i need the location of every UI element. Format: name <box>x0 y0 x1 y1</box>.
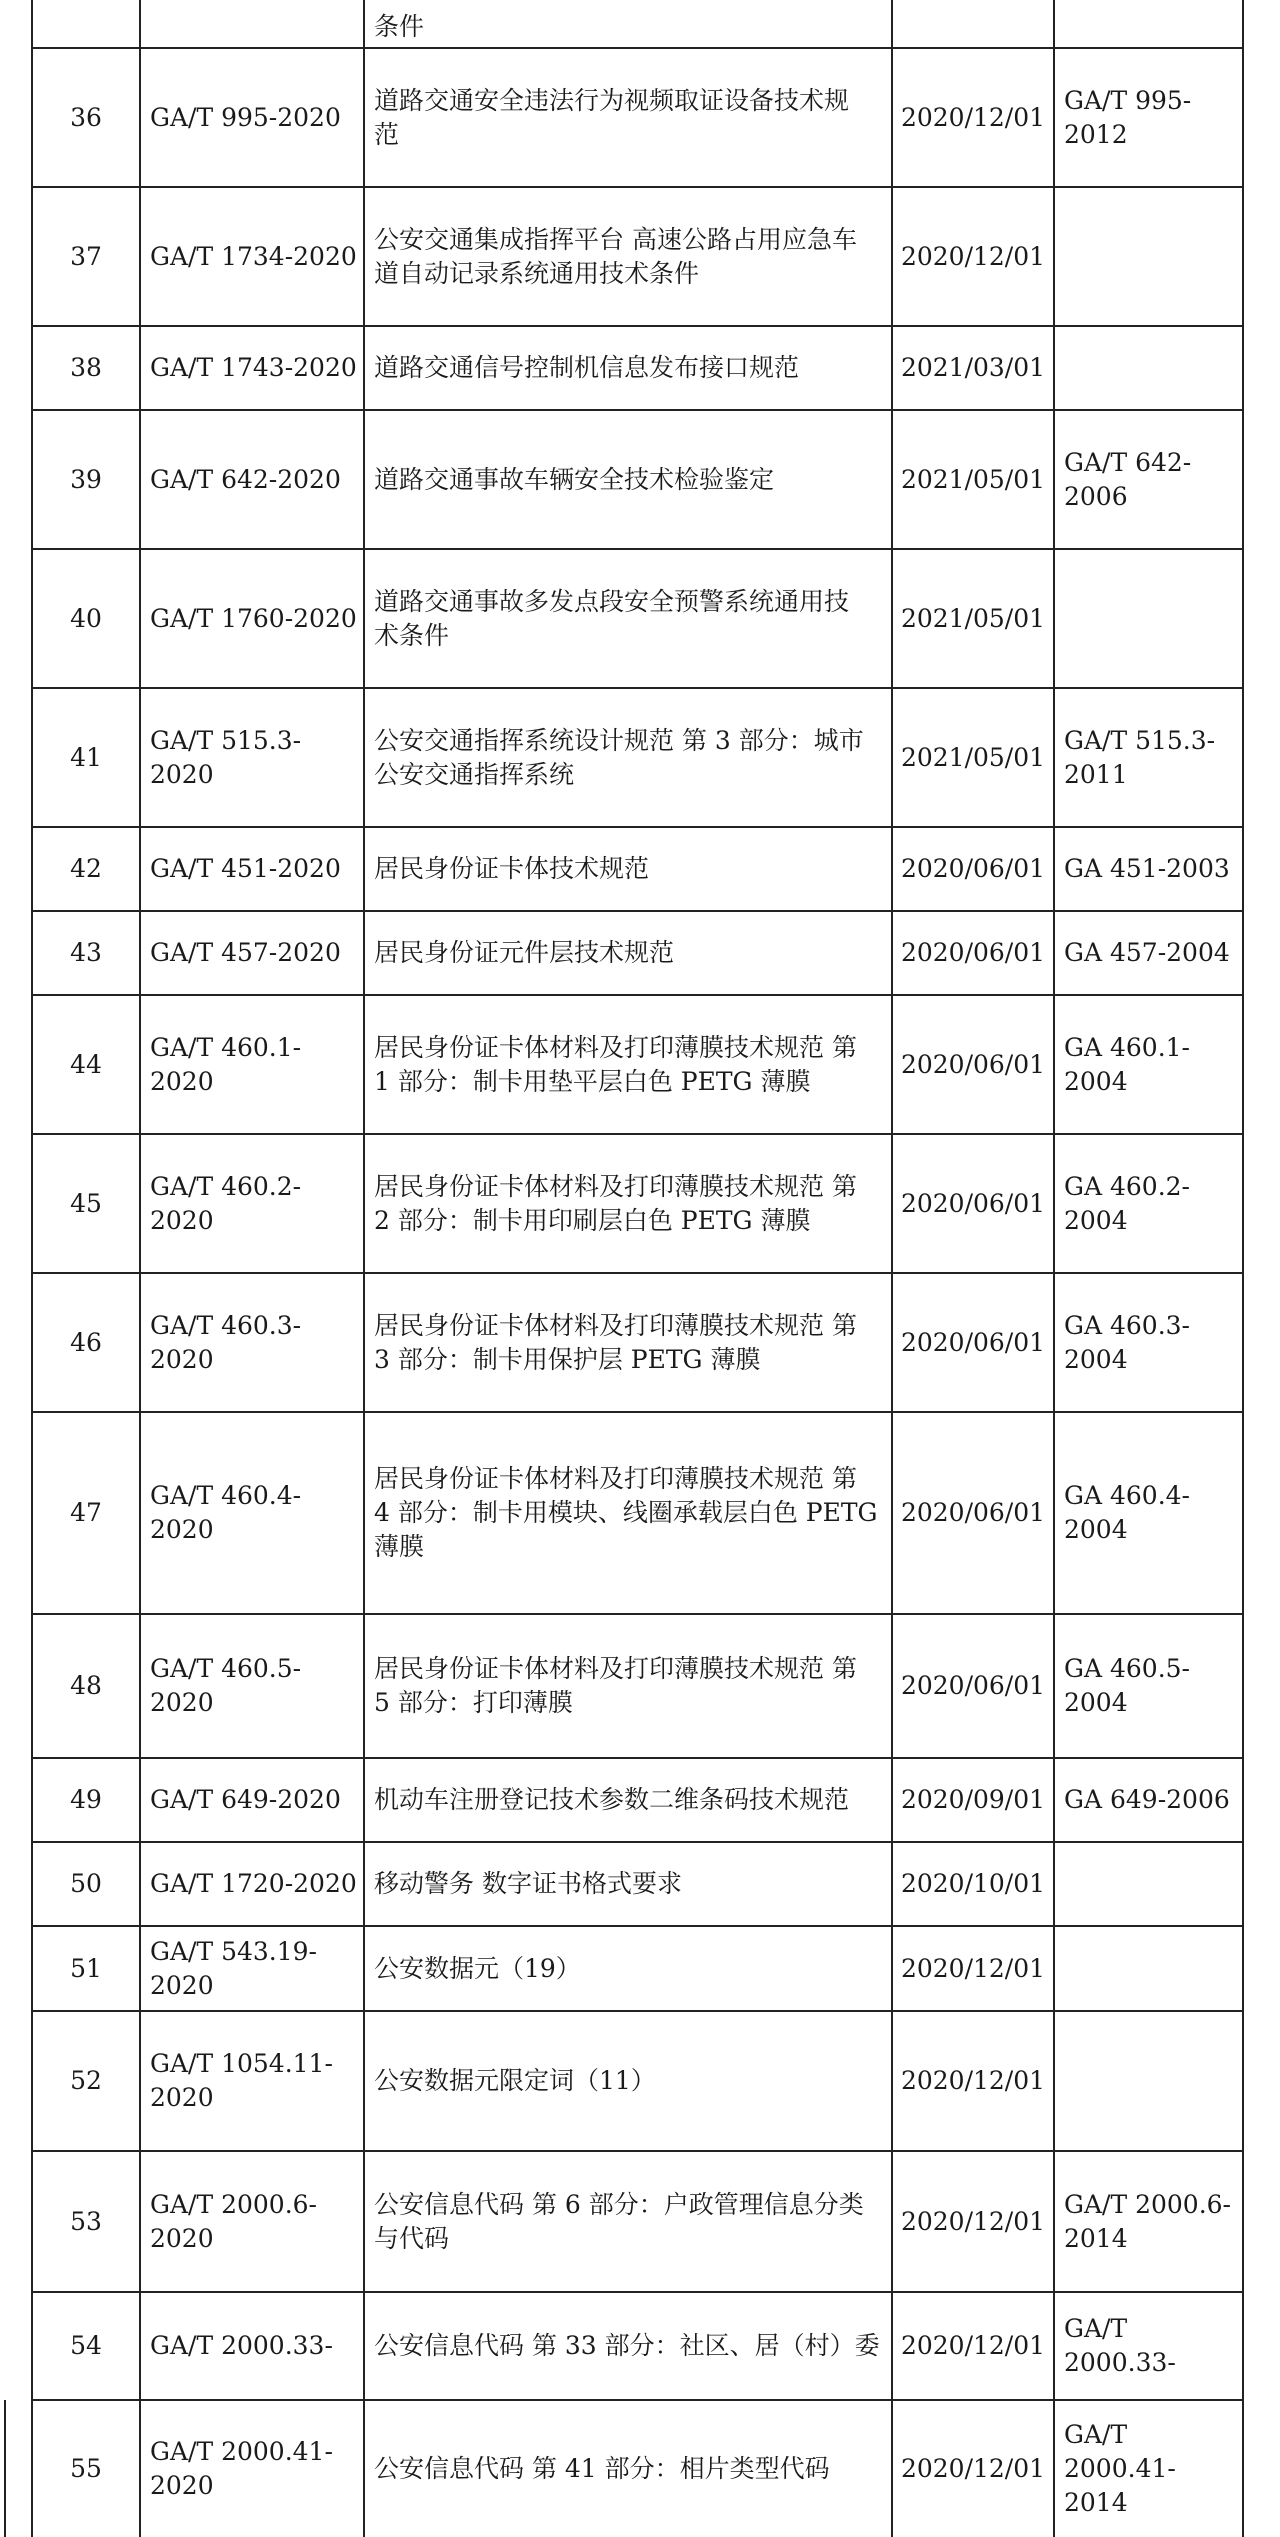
cell-date: 2020/06/01 <box>900 854 1046 883</box>
cell-name: 公安交通指挥系统设计规范 第 3 部分：城市 公安交通指挥系统 <box>374 725 864 789</box>
row-divider <box>32 1133 1243 1135</box>
cell-date: 2020/06/01 <box>900 938 1046 967</box>
cell-date: 2020/12/01 <box>900 102 1046 132</box>
cell-code: GA/T 460.4-2020 <box>150 1481 302 1544</box>
cell-code: GA/T 995-2020 <box>150 102 341 132</box>
cell-rep: GA/T 2000.33- <box>1064 2314 1176 2377</box>
cell-idx: 51 <box>70 1953 102 1983</box>
column-divider <box>1053 0 1055 2537</box>
cell-code: GA/T 451-2020 <box>150 854 341 883</box>
cell-code: GA/T 515.3-2020 <box>150 725 302 789</box>
cell-code: GA/T 649-2020 <box>150 1785 341 1814</box>
cell-rep: GA 649-2006 <box>1064 1785 1230 1814</box>
cell-code: GA/T 2000.41- 2020 <box>150 2436 333 2500</box>
cell-code: GA/T 2000.33- <box>150 2331 333 2360</box>
row-divider <box>32 548 1243 550</box>
page-edge-mark <box>4 2400 6 2537</box>
cell-name: 公安信息代码 第 41 部分：相片类型代码 <box>374 2453 830 2483</box>
row-divider <box>32 910 1243 912</box>
cell-idx: 50 <box>70 1869 102 1898</box>
cell-idx: 43 <box>70 938 102 967</box>
cell-name: 公安数据元限定词（11） <box>374 2066 656 2095</box>
row-divider <box>32 2291 1243 2293</box>
cell-idx: 41 <box>70 742 102 772</box>
row-divider <box>32 47 1243 49</box>
cell-name: 机动车注册登记技术参数二维条码技术规范 <box>374 1785 850 1814</box>
column-divider <box>139 0 141 2537</box>
cell-date: 2020/12/01 <box>900 2206 1046 2236</box>
cell-rep <box>1054 0 1243 48</box>
cell-code: GA/T 2000.6-2020 <box>150 2189 317 2253</box>
cell-idx: 42 <box>70 854 102 883</box>
cell-rep <box>1054 549 1243 688</box>
cell-name: 道路交通安全违法行为视频取证设备技术规 范 <box>374 85 850 149</box>
row-divider <box>32 2150 1243 2152</box>
cell-date: 2021/05/01 <box>900 464 1046 494</box>
cell-idx: 54 <box>70 2331 102 2360</box>
cell-date <box>892 0 1054 48</box>
cell-idx: 44 <box>70 1049 102 1079</box>
cell-name: 居民身份证卡体技术规范 <box>374 854 650 883</box>
column-divider <box>363 0 365 2537</box>
row-divider <box>32 687 1243 689</box>
row-divider <box>32 1272 1243 1274</box>
cell-code: GA/T 460.5-2020 <box>150 1654 302 1717</box>
cell-date: 2020/06/01 <box>900 1049 1046 1079</box>
cell-rep: GA/T 2000.41- 2014 <box>1064 2419 1176 2517</box>
column-divider <box>891 0 893 2537</box>
cell-rep <box>1054 2011 1243 2151</box>
cell-date: 2020/12/01 <box>900 241 1046 271</box>
cell-date: 2020/10/01 <box>900 1869 1046 1898</box>
cell-name: 公安信息代码 第 6 部分：户政管理信息分类 与代码 <box>374 2189 864 2253</box>
column-divider <box>1242 0 1244 2537</box>
cell-rep: GA/T 2000.6- 2014 <box>1064 2189 1231 2253</box>
cell-rep <box>1054 326 1243 410</box>
cell-idx: 55 <box>70 2453 102 2483</box>
cell-rep: GA 460.2-2004 <box>1064 1171 1190 1235</box>
cell-name: 移动警务 数字证书格式要求 <box>374 1869 682 1898</box>
cell-idx: 40 <box>70 603 102 633</box>
cell-idx: 49 <box>70 1785 102 1814</box>
cell-name: 道路交通事故多发点段安全预警系统通用技 术条件 <box>374 586 850 650</box>
cell-name: 道路交通信号控制机信息发布接口规范 <box>374 353 800 382</box>
cell-name: 公安信息代码 第 33 部分：社区、居（村）委 <box>374 2331 880 2360</box>
cell-name: 居民身份证卡体材料及打印薄膜技术规范 第 3 部分：制卡用保护层 PETG 薄膜 <box>374 1310 857 1374</box>
cell-rep: GA/T 642- 2006 <box>1064 447 1192 511</box>
cell-rep: GA 460.4-2004 <box>1064 1481 1190 1544</box>
cell-date: 2020/06/01 <box>900 1188 1046 1218</box>
cell-rep: GA 460.3-2004 <box>1064 1310 1190 1374</box>
cell-idx: 52 <box>70 2066 102 2095</box>
row-divider <box>32 1411 1243 1413</box>
cell-date: 2021/05/01 <box>900 742 1046 772</box>
cell-idx: 46 <box>70 1327 102 1357</box>
cell-date: 2020/06/01 <box>900 1671 1046 1700</box>
cell-date: 2020/06/01 <box>900 1498 1046 1527</box>
cell-rep <box>1054 1926 1243 2011</box>
row-divider <box>32 1757 1243 1759</box>
cell-rep: GA/T 515.3- 2011 <box>1064 725 1216 789</box>
cell-date: 2020/12/01 <box>900 2453 1046 2483</box>
cell-code: GA/T 1760-2020 <box>150 603 357 633</box>
cell-rep: GA 460.5-2004 <box>1064 1654 1190 1717</box>
cell-rep: GA 457-2004 <box>1064 938 1230 967</box>
cell-date: 2020/06/01 <box>900 1327 1046 1357</box>
cell-code <box>140 0 364 48</box>
cell-idx: 53 <box>70 2206 102 2236</box>
cell-name: 道路交通事故车辆安全技术检验鉴定 <box>374 464 775 494</box>
cell-code: GA/T 1054.11- 2020 <box>150 2049 333 2112</box>
cell-name: 公安交通集成指挥平台 高速公路占用应急车 道自动记录系统通用技术条件 <box>374 224 857 288</box>
row-divider <box>32 1925 1243 1927</box>
cell-date: 2020/12/01 <box>900 2066 1046 2095</box>
column-divider <box>31 0 33 2537</box>
cell-name: 居民身份证卡体材料及打印薄膜技术规范 第 1 部分：制卡用垫平层白色 PETG 薄膜 <box>374 1032 857 1096</box>
cell-name: 条件 <box>374 12 425 41</box>
cell-name: 居民身份证卡体材料及打印薄膜技术规范 第 5 部分：打印薄膜 <box>374 1654 857 1717</box>
cell-date: 2020/12/01 <box>900 2331 1046 2360</box>
row-divider <box>32 1841 1243 1843</box>
cell-rep: GA/T 995- 2012 <box>1064 85 1192 149</box>
cell-idx: 39 <box>70 464 102 494</box>
cell-idx: 47 <box>70 1498 102 1527</box>
cell-rep <box>1054 1842 1243 1926</box>
cell-code: GA/T 1734-2020 <box>150 241 357 271</box>
cell-code: GA/T 1720-2020 <box>150 1869 357 1898</box>
cell-idx: 45 <box>70 1188 102 1218</box>
row-divider <box>32 2399 1243 2401</box>
cell-idx: 48 <box>70 1671 102 1700</box>
cell-date: 2021/03/01 <box>900 353 1046 382</box>
cell-name: 公安数据元（19） <box>374 1953 581 1983</box>
row-divider <box>32 186 1243 188</box>
row-divider <box>32 325 1243 327</box>
row-divider <box>32 409 1243 411</box>
cell-date: 2021/05/01 <box>900 603 1046 633</box>
cell-date: 2020/09/01 <box>900 1785 1046 1814</box>
row-divider <box>32 826 1243 828</box>
cell-code: GA/T 1743-2020 <box>150 353 357 382</box>
cell-code: GA/T 642-2020 <box>150 464 341 494</box>
cell-rep: GA 451-2003 <box>1064 854 1230 883</box>
cell-idx <box>32 0 140 48</box>
cell-rep <box>1054 187 1243 326</box>
cell-name: 居民身份证卡体材料及打印薄膜技术规范 第 2 部分：制卡用印刷层白色 PETG 薄膜 <box>374 1171 857 1235</box>
cell-code: GA/T 543.19-2020 <box>150 1936 317 2000</box>
row-divider <box>32 994 1243 996</box>
cell-name: 居民身份证元件层技术规范 <box>374 938 675 967</box>
cell-code: GA/T 460.2-2020 <box>150 1171 302 1235</box>
cell-code: GA/T 457-2020 <box>150 938 341 967</box>
cell-idx: 38 <box>70 353 102 382</box>
cell-code: GA/T 460.3-2020 <box>150 1310 302 1374</box>
cell-code: GA/T 460.1-2020 <box>150 1032 302 1096</box>
cell-idx: 36 <box>70 102 102 132</box>
cell-idx: 37 <box>70 241 102 271</box>
row-divider <box>32 1613 1243 1615</box>
cell-date: 2020/12/01 <box>900 1953 1046 1983</box>
cell-name: 居民身份证卡体材料及打印薄膜技术规范 第 4 部分：制卡用模块、线圈承载层白色 PETG 薄膜 <box>374 1464 878 1561</box>
row-divider <box>32 2010 1243 2012</box>
cell-rep: GA 460.1-2004 <box>1064 1032 1190 1096</box>
